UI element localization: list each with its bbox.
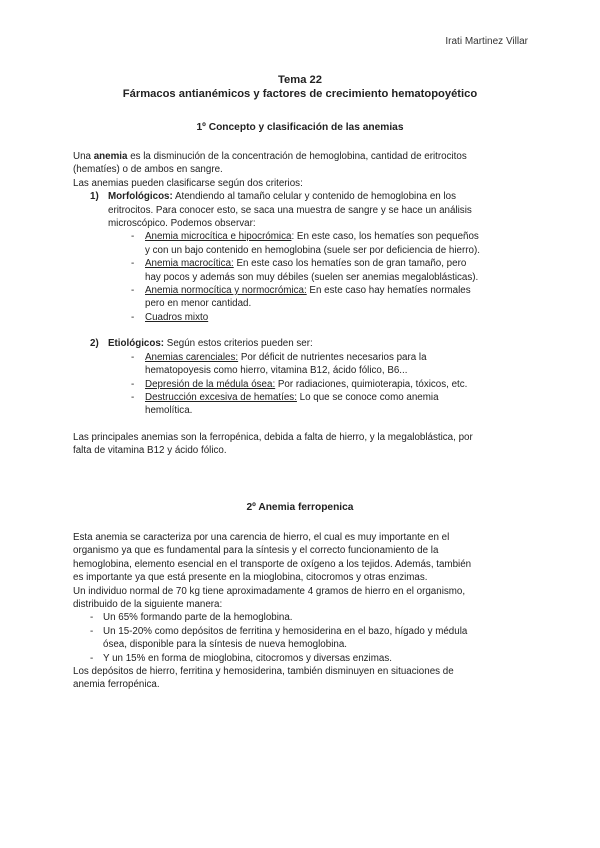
section-1-heading: 1º Concepto y clasificación de las anemias <box>196 122 404 133</box>
dash-bullet: - <box>131 391 135 403</box>
list-item <box>73 611 531 624</box>
term-description: hay pocos y además son muy débiles (suelen ser anemias megaloblásticas). <box>145 271 479 283</box>
term: Depresión de la médula ósea: <box>145 378 276 390</box>
criterion-label: Morfológicos: <box>108 191 173 203</box>
intro-paragraph-line <box>73 150 531 163</box>
dash-bullet: - <box>131 378 135 390</box>
author-name: Irati Martinez Villar <box>445 36 528 47</box>
paragraph-line: Esta anemia se caracteriza por una carencia de hierro, el cual es muy importante en el <box>73 532 450 543</box>
dash-bullet: - <box>131 285 135 297</box>
list-item-text: Y un 15% en forma de mioglobina, citocromos y diversas enzimas. <box>103 652 392 664</box>
list-item <box>73 378 531 391</box>
dash-bullet: - <box>131 311 135 323</box>
summary-text: Las principales anemias son la ferropénica, debida a falta de hierro, y la megaloblástica, por <box>73 431 473 443</box>
term-description: En este caso los hematíes son de gran tamaño, pero <box>233 258 467 270</box>
term: Anemias carenciales: <box>145 351 239 363</box>
title-line-2: Fármacos antianémicos y factores de crecimiento hematopoyético <box>122 88 478 100</box>
term-description: y con un bajo contenido en hemoglobina (suele ser por deficiencia de hierro). <box>145 244 480 256</box>
list-item <box>73 652 531 665</box>
dash-bullet: - <box>131 258 135 270</box>
closing-text: Los depósitos de hierro, ferritina y hemosiderina, también disminuyen en situaciones de <box>73 666 454 678</box>
intro-prefix: Una <box>73 151 94 162</box>
section-2-body <box>73 531 531 692</box>
criterion-label: Etiológicos: <box>108 338 165 350</box>
paragraph-line: distribuido de la siguiente manera: <box>73 599 223 611</box>
paragraph-line: organismo ya que es fundamental para la síntesis y el correcto funcionamiento de la <box>73 545 439 557</box>
dash-bullet: - <box>90 625 94 637</box>
criterion-text: Según estos criterios pueden ser: <box>164 338 313 350</box>
term: Destrucción excesiva de hematíes: <box>145 391 297 403</box>
paragraph-line: hemoglobina, elemento esencial en el transporte de oxígeno a los tejidos. Además, también <box>73 558 472 570</box>
term-description: Lo que se conoce como anemia <box>296 391 439 403</box>
paragraph-line: Un individuo normal de 70 kg tiene aproximadamente 4 gramos de hierro en el organismo, <box>73 585 466 597</box>
list-item <box>73 391 531 418</box>
criterion-text: eritrocitos. Para conocer esto, se saca una muestra de sangre y se hace un análisis <box>108 204 472 216</box>
criterion-etiological <box>73 337 531 350</box>
term: Anemia macrocítica: <box>145 258 234 270</box>
section-1-body <box>73 150 531 458</box>
dash-bullet: - <box>131 351 135 363</box>
term-description: hemolítica. <box>145 405 193 417</box>
summary-text: falta de vitamina B12 y ácido fólico. <box>73 445 227 457</box>
list-item-text: Un 15-20% como depósitos de ferritina y hemosiderina en el bazo, hígado y médula <box>103 625 468 637</box>
list-item <box>73 311 531 324</box>
term-description: : En este caso, los hematíes son pequeños <box>291 231 479 243</box>
document-title <box>0 73 600 102</box>
dash-bullet: - <box>131 231 135 243</box>
list-number: 1) <box>90 191 99 203</box>
list-item <box>73 230 531 257</box>
list-item <box>73 284 531 311</box>
list-item <box>73 351 531 378</box>
term: Anemia normocítica y normocrómica: <box>145 285 307 297</box>
term-description: Por radiaciones, quimioterapia, tóxicos, etc. <box>275 378 468 390</box>
list-item <box>73 257 531 284</box>
list-item-text: ósea, disponible para la síntesis de nueva hemoglobina. <box>103 639 347 651</box>
term-description: En este caso hay hematíes normales <box>306 285 471 297</box>
list-item <box>73 625 531 652</box>
term-description: pero en menor cantidad. <box>145 298 252 310</box>
term-description: hematopoyesis como hierro, vitamina B12, ácido fólico, B6... <box>145 365 408 377</box>
section-2-heading: 2º Anemia ferropenica <box>246 502 354 513</box>
list-item-text: Un 65% formando parte de la hemoglobina. <box>103 612 293 624</box>
paragraph-line: es importante ya que está presente en la mioglobina, citocromos y otras enzimas. <box>73 572 428 584</box>
title-line-1: Tema 22 <box>278 74 322 86</box>
list-number: 2) <box>90 338 99 350</box>
closing-text: anemia ferropénica. <box>73 679 160 691</box>
intro-text: es la disminución de la concentración de hemoglobina, cantidad de eritrocitos <box>127 151 467 162</box>
dash-bullet: - <box>90 652 94 664</box>
term: Anemia microcítica e hipocrómica <box>145 231 292 243</box>
criterion-text: Atendiendo al tamaño celular y contenido de hemoglobina en los <box>172 191 456 203</box>
criterion-text: microscópico. Podemos observar: <box>108 218 256 230</box>
intro-keyword: anemia <box>93 151 128 162</box>
term: Cuadros mixto <box>145 311 209 323</box>
intro-paragraph-line: (hematíes) o de ambos en sangre. <box>73 164 223 176</box>
term-description: Por déficit de nutrientes necesarios para la <box>238 351 427 363</box>
criterion-morphological <box>73 190 531 230</box>
dash-bullet: - <box>90 612 94 624</box>
criteria-text: Las anemias pueden clasificarse según dos criterios: <box>73 177 303 189</box>
